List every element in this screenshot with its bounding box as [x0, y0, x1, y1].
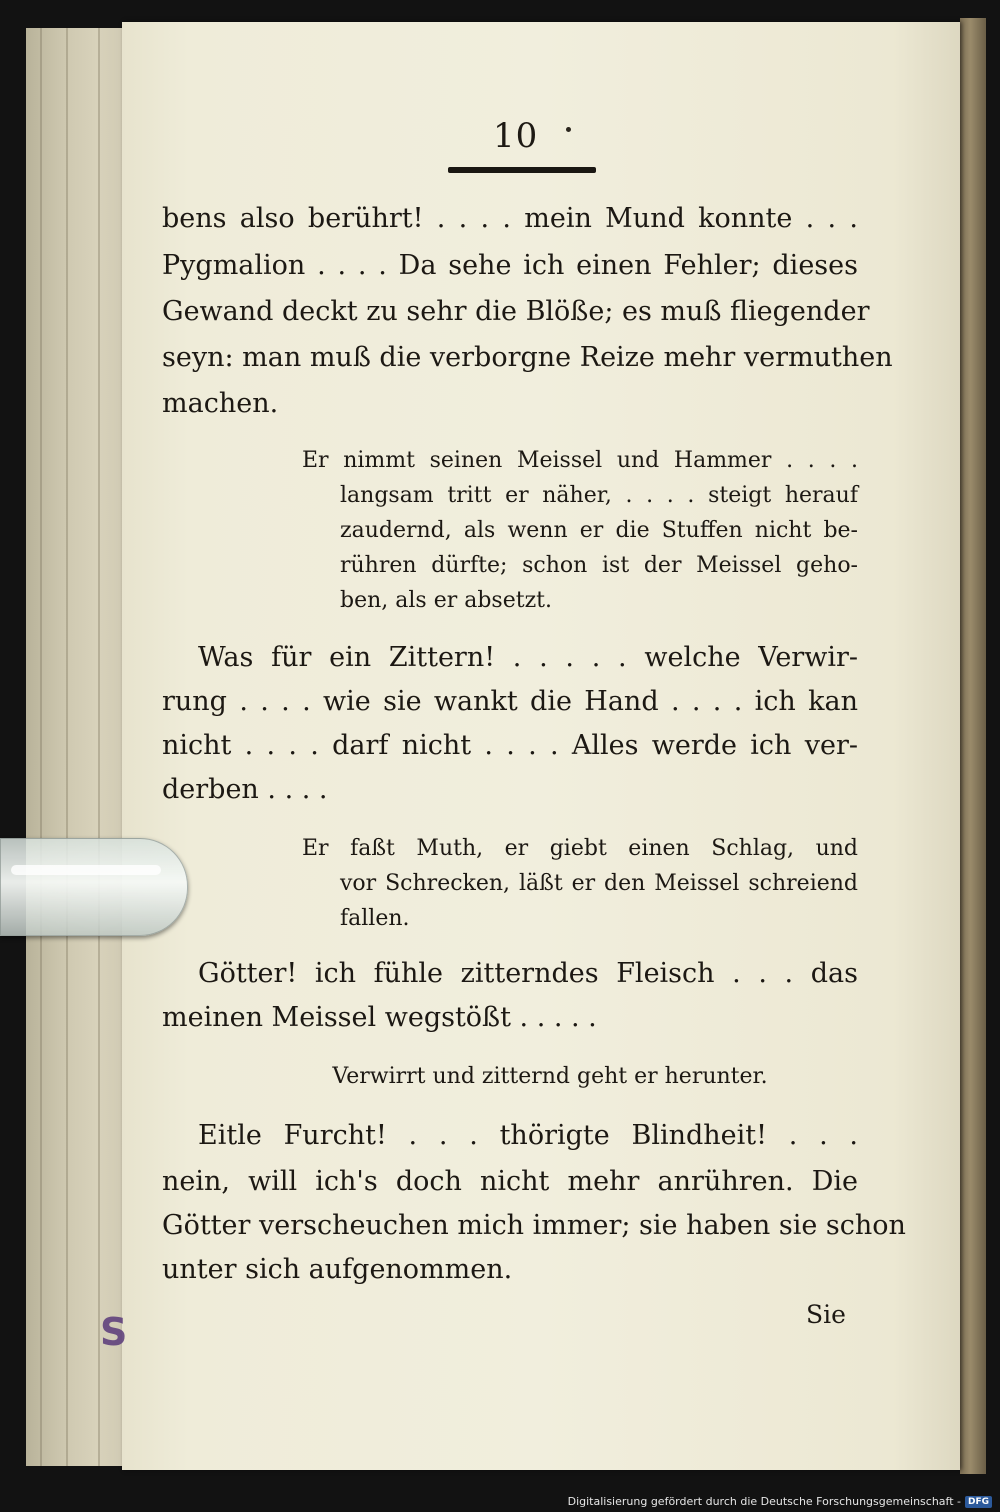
text-line: seyn: man muß die verborgne Reize mehr vermuthen — [162, 342, 893, 373]
stage-line: fallen. — [340, 906, 410, 931]
text-line: Was für ein Zittern! . . . . . welche Verwir- — [198, 642, 858, 673]
text-line: rung . . . . wie sie wankt die Hand . . . . ich kan — [162, 686, 858, 717]
text-line: unter sich aufgenommen. — [162, 1254, 513, 1285]
folio-dot — [566, 127, 571, 132]
stage-line: Verwirrt und zitternd geht er herunter. — [332, 1064, 768, 1089]
header-rule — [448, 167, 596, 173]
text-line: machen. — [162, 388, 279, 419]
catchword: Sie — [806, 1300, 846, 1329]
text-line: bens also berührt! . . . . mein Mund konnte . . . — [162, 203, 858, 234]
scan-footer — [568, 1495, 992, 1508]
stage-line: zaudernd, als wenn er die Stuffen nicht be- — [340, 518, 858, 543]
text-line: nicht . . . . darf nicht . . . . Alles werde ich ver- — [162, 730, 858, 761]
clip-shine — [11, 865, 161, 875]
stage-line: Er faßt Muth, er giebt einen Schlag, und — [302, 836, 858, 861]
stage-line: vor Schrecken, läßt er den Meissel schreiend — [340, 871, 858, 896]
stage-line: Er nimmt seinen Meissel und Hammer . . . . — [302, 448, 858, 473]
page-number: 10 — [493, 116, 539, 156]
footer-text: Digitalisierung gefördert durch die Deutsche Forschungsgemeinschaft - — [567, 1495, 961, 1508]
text-line: nein, will ich's doch nicht mehr anrühren. Die — [162, 1166, 858, 1197]
text-line: Götter verscheuchen mich immer; sie haben sie schon — [162, 1210, 906, 1241]
binding-edge-right — [960, 18, 986, 1474]
page-clip — [0, 838, 188, 936]
text-line: Götter! ich fühle zitterndes Fleisch . . . das — [198, 958, 858, 989]
text-line: Eitle Furcht! . . . thörigte Blindheit! . . . — [198, 1120, 858, 1151]
text-line: meinen Meissel wegstößt . . . . . — [162, 1002, 597, 1033]
text-line: Pygmalion . . . . Da sehe ich einen Fehler; dieses — [162, 250, 858, 281]
stage-line: rühren dürfte; schon ist der Meissel geho- — [340, 553, 858, 578]
dfg-logo-icon: DFG — [965, 1496, 992, 1508]
stage-line: langsam tritt er näher, . . . . steigt herauf — [340, 483, 858, 508]
library-stamp: S — [100, 1310, 128, 1354]
stage-line: ben, als er absetzt. — [340, 588, 552, 613]
text-line: Gewand deckt zu sehr die Blöße; es muß fliegender — [162, 296, 870, 327]
text-line: derben . . . . — [162, 774, 328, 805]
